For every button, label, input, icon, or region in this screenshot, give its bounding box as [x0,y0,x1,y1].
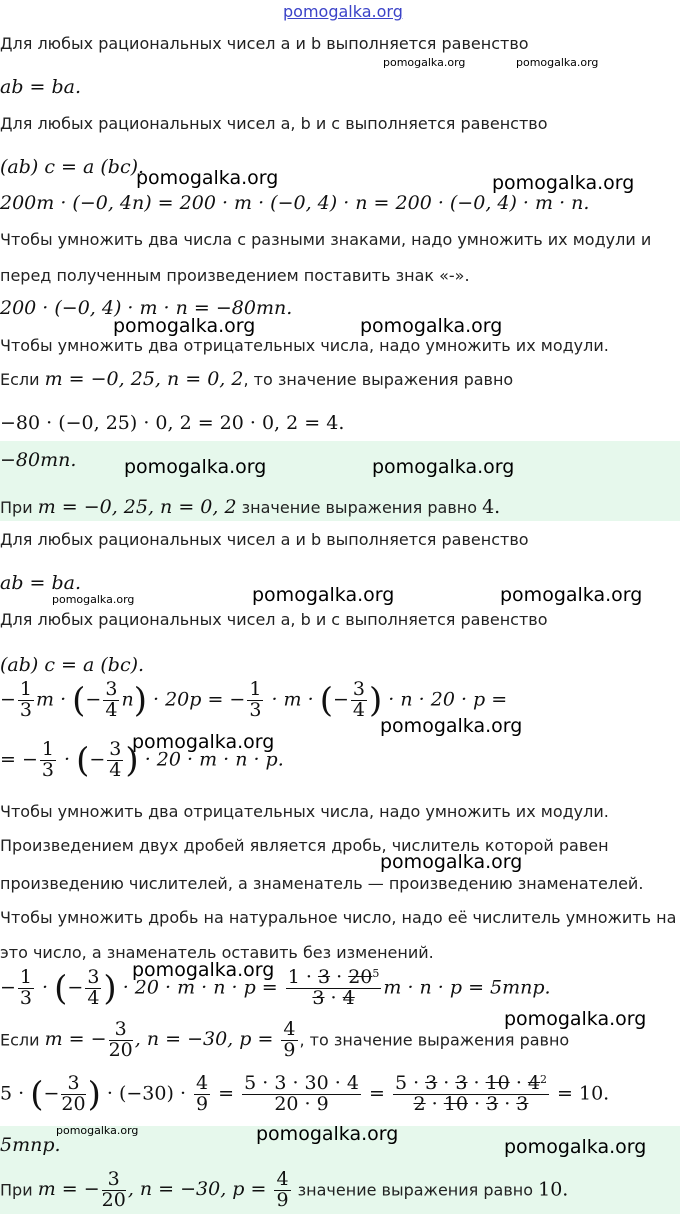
answer-value: 4. [482,496,501,518]
answer-mid-2: значение выражения равно [297,1180,534,1200]
watermark: pomogalka.org [380,715,523,737]
watermark: pomogalka.org [56,1124,139,1137]
equation-associative: (ab) c = a (bc). [0,156,145,178]
equation-calculation: −80 · (−0, 25) · 0, 2 = 20 · 0, 2 = 4. [0,412,345,434]
answer-prefix: При [0,498,33,517]
watermark: pomogalka.org [113,315,256,337]
answer-value-2: 10. [538,1178,569,1201]
watermark: pomogalka.org [504,1008,647,1030]
equation-result: 200 · (−0, 4) · m · n = −80mn. [0,297,293,319]
rule-natural-multiply-line2: это число, а знаменатель оставить без изменений. [0,943,434,962]
watermark: pomogalka.org [500,584,643,606]
equation-expand: 200m · (−0, 4n) = 200 · m · (−0, 4) · n = 200 · (−0, 4) · m · n. [0,192,590,214]
watermark: pomogalka.org [504,1136,647,1158]
watermark: pomogalka.org [132,959,275,981]
answer-expression: −80mn. [0,449,77,471]
watermark: pomogalka.org [360,315,503,337]
watermark: pomogalka.org [256,1123,399,1145]
watermark: pomogalka.org [132,731,275,753]
equation-associative-2: (ab) c = a (bc). [0,654,145,676]
condition-label-2: Если [0,1030,40,1050]
condition-line-2: Если m = − $\frac{3}{20}$ , n = −30, p = $\frac{4}{9}$ , то значение выражения равно [0,1018,570,1061]
equation-fractions-line2: = − $\frac{1}{3}$ · (− $\frac{3}{4}$ ) · 20 · m · n · p. [0,738,284,781]
rule-commutative-2: Для любых рациональных чисел a и b выполняется равенство [0,530,529,549]
watermark: pomogalka.org [383,56,466,69]
watermark: pomogalka.org [372,456,515,478]
watermark: pomogalka.org [52,593,135,606]
condition-label: Если [0,370,40,389]
rule-two-negatives: Чтобы умножить два отрицательных числа, надо умножить их модули. [0,336,609,355]
condition-values: m = −0, 25, n = 0, 2 [44,368,244,390]
rule-associative-2: Для любых рациональных чисел a, b и c выполняется равенство [0,610,548,629]
equation-commutative: ab = ba. [0,76,82,98]
rule-different-signs-line2: перед полученным произведением поставить знак «-». [0,266,470,285]
watermark: pomogalka.org [380,851,523,873]
rule-fraction-product-line2: произведению числителей, а знаменатель — произведению знаменателей. [0,874,644,893]
answer-expression-2: 5mnp. [0,1134,61,1156]
equation-simplify: − $\frac{1}{3}$ · (− $\frac{3}{4}$ ) · 20 · m · n · p = $\frac{1 \cdot 3 \cdot 20^5}{3 \cdot 4}$ m · n · p = 5mnp. [0,966,551,1009]
condition-tail-2: , то значение выражения равно [299,1030,570,1050]
rule-commutative: Для любых рациональных чисел a и b выполняется равенство [0,34,529,53]
rule-fraction-product-line1: Произведением двух дробей является дробь, числитель которой равен [0,836,609,855]
equation-calculation-2: 5 · (− $\frac{3}{20}$ ) · (−30) · $\frac{4}{9}$ = $\frac{5 \cdot 3 \cdot 30 \cdot 4}{20 \cdot 9}$ = $\frac{5 \cdot 3 \cdot 3 \cdot 10 \cdot 4^2}{2 \cdot 10 \cdot 3 \cdot 3}$ = 10. [0,1072,610,1115]
answer-line-2: При m = − $\frac{3}{20}$ , n = −30, p = $\frac{4}{9}$ значение выражения равно 10. [0,1168,569,1211]
watermark: pomogalka.org [516,56,599,69]
answer-prefix-2: При [0,1180,33,1200]
condition-line [0,368,513,390]
rule-associative: Для любых рациональных чисел a, b и c выполняется равенство [0,114,548,133]
equation-fractions-line1: − $\frac{1}{3}$ m · (− $\frac{3}{4}$ n) · 20p = − $\frac{1}{3}$ · m · (− $\frac{3}{4}$ ) · n · 20 · p = [0,678,508,721]
rule-natural-multiply-line1: Чтобы умножить дробь на натуральное число, надо её числитель умножить на [0,908,677,927]
rule-two-negatives-2: Чтобы умножить два отрицательных числа, надо умножить их модули. [0,802,609,821]
answer-mid: значение выражения равно [241,498,477,517]
equation-commutative-2: ab = ba. [0,572,82,594]
answer-line [0,496,500,518]
watermark: pomogalka.org [252,584,395,606]
watermark: pomogalka.org [492,172,635,194]
site-header-link[interactable]: pomogalka.org [283,2,403,21]
rule-different-signs-line1: Чтобы умножить два числа с разными знаками, надо умножить их модули и [0,230,652,249]
watermark: pomogalka.org [124,456,267,478]
answer-values: m = −0, 25, n = 0, 2 [37,496,237,518]
watermark: pomogalka.org [136,167,279,189]
condition-tail: , то значение выражения равно [243,370,514,389]
